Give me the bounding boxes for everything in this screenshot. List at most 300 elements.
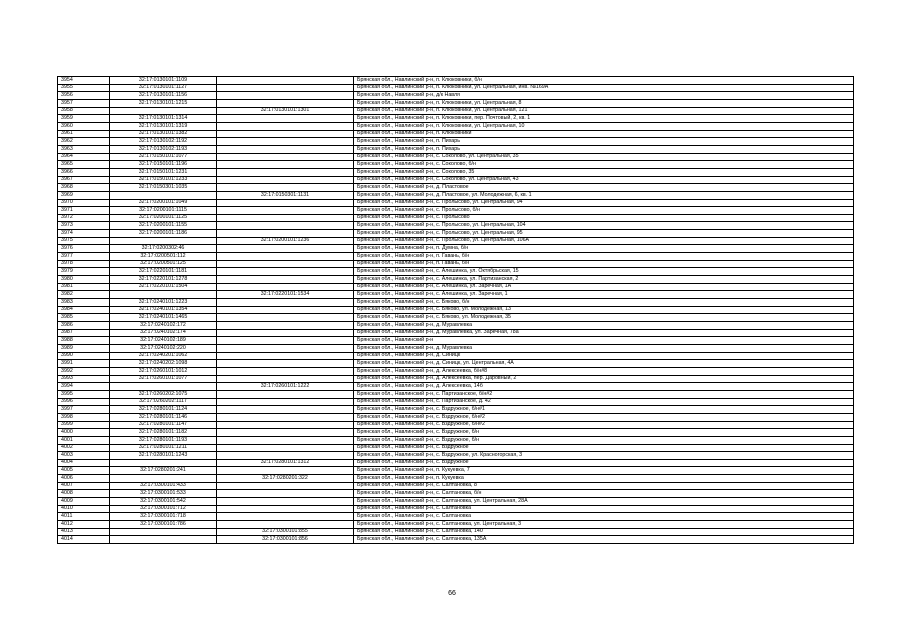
cadastral-number-cell: [110, 191, 217, 199]
address-cell: Брянская обл., Навлинский р-н, с. Пролысово, ул. Центральная, 94: [354, 199, 854, 207]
cadastral-number-alt-cell: 32:17:0130101:1301: [217, 107, 354, 115]
row-number-cell: 3986: [58, 322, 110, 330]
cadastral-number-cell: [110, 475, 217, 483]
cadastral-number-cell: 32:17:0200101:1049: [110, 199, 217, 207]
cadastral-number-cell: 32:17:0130101:1156: [110, 92, 217, 100]
row-number-cell: 3996: [58, 398, 110, 406]
row-number-cell: 4013: [58, 528, 110, 536]
row-number-cell: 3960: [58, 122, 110, 130]
cadastral-number-cell: 32:17:0200101:1186: [110, 230, 217, 238]
table-row: [58, 337, 854, 345]
address-cell: Брянская обл., Навлинский р-н, д. Алексеевка, пер. Даровный, 2: [354, 375, 854, 383]
cadastral-number-cell: 32:17:0300101:542: [110, 498, 217, 506]
cadastral-number-cell: [110, 291, 217, 299]
address-cell: Брянская обл., Навлинский р-н, с. Пролысово: [354, 214, 854, 222]
cadastral-number-cell: 32:17:0150101:1231: [110, 168, 217, 176]
cadastral-number-alt-cell: [217, 130, 354, 138]
table-row: [58, 398, 854, 406]
row-number-cell: 3987: [58, 329, 110, 337]
cadastral-number-alt-cell: [217, 214, 354, 222]
address-cell: Брянская обл., Навлинский р-н, д. Алексеевка, б/н#8: [354, 367, 854, 375]
address-cell: Брянская обл., Навлинский р-н, п. Клюковники, ул. Центральная, 121: [354, 107, 854, 115]
cadastral-number-cell: 32:17:0130101:1314: [110, 115, 217, 123]
row-number-cell: 4010: [58, 505, 110, 513]
row-number-cell: 3956: [58, 92, 110, 100]
cadastral-number-alt-cell: [217, 352, 354, 360]
table-row: [58, 383, 854, 391]
table-row: [58, 521, 854, 529]
cadastral-number-alt-cell: [217, 84, 354, 92]
cadastral-number-cell: 32:17:0240101:1354: [110, 306, 217, 314]
cadastral-number-cell: [110, 107, 217, 115]
address-cell: Брянская обл., Навлинский р-н, п. Думна, б/н: [354, 245, 854, 253]
address-cell: Брянская обл., Навлинский р-н, с. Салтановка: [354, 513, 854, 521]
row-number-cell: 3965: [58, 161, 110, 169]
table-row: [58, 498, 854, 506]
cadastral-number-cell: 32:17:0220101:1504: [110, 283, 217, 291]
cadastral-number-cell: 32:17:0240102:174: [110, 329, 217, 337]
table-row: [58, 299, 854, 307]
cadastral-number-alt-cell: [217, 429, 354, 437]
cadastral-number-alt-cell: [217, 314, 354, 322]
table-row: [58, 459, 854, 467]
row-number-cell: 3967: [58, 176, 110, 184]
cadastral-number-alt-cell: [217, 467, 354, 475]
table-row: [58, 528, 854, 536]
row-number-cell: 3980: [58, 276, 110, 284]
cadastral-number-alt-cell: [217, 344, 354, 352]
table-row: [58, 344, 854, 352]
cadastral-number-alt-cell: [217, 505, 354, 513]
row-number-cell: 3958: [58, 107, 110, 115]
cadastral-number-alt-cell: [217, 184, 354, 192]
cadastral-number-cell: 32:17:0280101:1182: [110, 429, 217, 437]
row-number-cell: 3964: [58, 153, 110, 161]
cadastral-number-alt-cell: [217, 406, 354, 414]
address-cell: Брянская обл., Навлинский р-н, с. Партизанское, б/н#2: [354, 390, 854, 398]
row-number-cell: 3962: [58, 138, 110, 146]
address-cell: Брянская обл., Навлинский р-н, с. Вздружное: [354, 459, 854, 467]
row-number-cell: 3979: [58, 268, 110, 276]
table-row: [58, 214, 854, 222]
cadastral-number-alt-cell: [217, 276, 354, 284]
row-number-cell: 4008: [58, 490, 110, 498]
table-row: [58, 199, 854, 207]
address-cell: Брянская обл., Навлинский р-н, с. Соколово, 35: [354, 168, 854, 176]
address-cell: Брянская обл., Навлинский р-н, п. Клюковники: [354, 130, 854, 138]
cadastral-number-alt-cell: 32:17:0280101:1312: [217, 459, 354, 467]
cadastral-number-cell: 32:17:0300101:712: [110, 505, 217, 513]
row-number-cell: 3991: [58, 360, 110, 368]
address-cell: Брянская обл., Навлинский р-н, с. Салтановка, 140: [354, 528, 854, 536]
cadastral-number-cell: 32:17:0260101:1077: [110, 375, 217, 383]
cadastral-number-cell: 32:17:0130101:1319: [110, 122, 217, 130]
table-row: [58, 260, 854, 268]
row-number-cell: 4005: [58, 467, 110, 475]
cadastral-number-alt-cell: [217, 398, 354, 406]
cadastral-number-alt-cell: [217, 367, 354, 375]
table-row: [58, 268, 854, 276]
cadastral-number-alt-cell: [217, 138, 354, 146]
cadastral-number-cell: 32:17:0280201:241: [110, 467, 217, 475]
table-row: [58, 436, 854, 444]
cadastral-number-alt-cell: [217, 375, 354, 383]
table-row: [58, 92, 854, 100]
table-row: [58, 253, 854, 261]
row-number-cell: 3981: [58, 283, 110, 291]
table-row: [58, 276, 854, 284]
cadastral-number-alt-cell: [217, 322, 354, 330]
cadastral-number-cell: 32:17:0200101:1115: [110, 207, 217, 215]
page-number: 66: [448, 590, 456, 597]
row-number-cell: 3994: [58, 383, 110, 391]
cadastral-number-cell: [110, 383, 217, 391]
cadastral-number-cell: 32:17:0240201:1062: [110, 352, 217, 360]
cadastral-number-alt-cell: [217, 207, 354, 215]
table-row: [58, 421, 854, 429]
cadastral-number-cell: 32:17:0130101:1382: [110, 130, 217, 138]
row-number-cell: 4006: [58, 475, 110, 483]
row-number-cell: 4011: [58, 513, 110, 521]
row-number-cell: 4014: [58, 536, 110, 544]
cadastral-number-alt-cell: [217, 452, 354, 460]
row-number-cell: 3957: [58, 99, 110, 107]
cadastral-number-cell: 32:17:0260101:1012: [110, 367, 217, 375]
cadastral-number-alt-cell: 32:17:0200101:1236: [217, 237, 354, 245]
row-number-cell: 3969: [58, 191, 110, 199]
table-row: [58, 283, 854, 291]
row-number-cell: 4004: [58, 459, 110, 467]
cadastral-number-alt-cell: [217, 337, 354, 345]
address-cell: Брянская обл., Навлинский р-н, п. Клюковники, ул. Центральная, 8: [354, 99, 854, 107]
cadastral-number-alt-cell: [217, 260, 354, 268]
table-row: [58, 352, 854, 360]
row-number-cell: 3990: [58, 352, 110, 360]
table-row: [58, 390, 854, 398]
address-cell: Брянская обл., Навлинский р-н, п. Клюковники, б/н: [354, 77, 854, 85]
address-cell: Брянская обл., Навлинский р-н, д. Пластовое, ул. Молодежная, 6, кв. 1: [354, 191, 854, 199]
address-cell: Брянская обл., Навлинский р-н, п. Гавань, б/н: [354, 253, 854, 261]
row-number-cell: 3995: [58, 390, 110, 398]
cadastral-number-alt-cell: 32:17:0280201:322: [217, 475, 354, 483]
row-number-cell: 3963: [58, 145, 110, 153]
row-number-cell: 3998: [58, 413, 110, 421]
cadastral-number-cell: 32:17:0130102:1192: [110, 138, 217, 146]
cadastral-number-cell: 32:17:0280101:1193: [110, 436, 217, 444]
table-row: [58, 429, 854, 437]
row-number-cell: 3975: [58, 237, 110, 245]
table-row: [58, 191, 854, 199]
table-row: [58, 413, 854, 421]
property-table-body: [58, 77, 854, 544]
cadastral-number-cell: 32:17:0150101:1233: [110, 176, 217, 184]
row-number-cell: 3997: [58, 406, 110, 414]
table-row: [58, 245, 854, 253]
cadastral-number-cell: 32:17:0280101:1147: [110, 421, 217, 429]
row-number-cell: 3966: [58, 168, 110, 176]
cadastral-number-alt-cell: 32:17:0300101:855: [217, 528, 354, 536]
cadastral-number-alt-cell: [217, 245, 354, 253]
property-table-container: [57, 76, 853, 544]
cadastral-number-cell: 32:17:0220101:1278: [110, 276, 217, 284]
table-row: [58, 513, 854, 521]
cadastral-number-cell: 32:17:0200501:112: [110, 253, 217, 261]
cadastral-number-alt-cell: [217, 413, 354, 421]
cadastral-number-cell: 32:17:0200101:1125: [110, 214, 217, 222]
cadastral-number-alt-cell: [217, 390, 354, 398]
address-cell: Брянская обл., Навлинский р-н, п. Клюковники, ул. Центральная, 10: [354, 122, 854, 130]
row-number-cell: 3959: [58, 115, 110, 123]
cadastral-number-alt-cell: [217, 360, 354, 368]
cadastral-number-cell: 32:17:0150301:1035: [110, 184, 217, 192]
table-row: [58, 490, 854, 498]
table-row: [58, 222, 854, 230]
table-row: [58, 306, 854, 314]
cadastral-number-alt-cell: [217, 421, 354, 429]
cadastral-number-alt-cell: [217, 490, 354, 498]
table-row: [58, 153, 854, 161]
cadastral-number-cell: 32:17:0280101:1243: [110, 452, 217, 460]
address-cell: Брянская обл., Навлинский р-н, п. Кукуевка, 7: [354, 467, 854, 475]
row-number-cell: 3982: [58, 291, 110, 299]
address-cell: Брянская обл., Навлинский р-н, с. Алешинка, ул. Заречная, 1: [354, 291, 854, 299]
cadastral-number-alt-cell: [217, 161, 354, 169]
table-row: [58, 161, 854, 169]
table-row: [58, 444, 854, 452]
cadastral-number-alt-cell: 32:17:0220101:1534: [217, 291, 354, 299]
row-number-cell: 4000: [58, 429, 110, 437]
cadastral-number-alt-cell: [217, 145, 354, 153]
cadastral-number-alt-cell: [217, 283, 354, 291]
cadastral-number-cell: 32:17:0200501:125: [110, 260, 217, 268]
cadastral-number-cell: 32:17:0200101:1155: [110, 222, 217, 230]
table-row: [58, 122, 854, 130]
row-number-cell: 3970: [58, 199, 110, 207]
table-row: [58, 314, 854, 322]
table-row: [58, 329, 854, 337]
cadastral-number-alt-cell: [217, 176, 354, 184]
address-cell: Брянская обл., Навлинский р-н, с. Пролысово, ул. Центральная, 95: [354, 230, 854, 238]
cadastral-number-alt-cell: [217, 299, 354, 307]
address-cell: Брянская обл., Навлинский р-н, с. Алешинка, ул. Заречная, 1А: [354, 283, 854, 291]
row-number-cell: 3977: [58, 253, 110, 261]
row-number-cell: 3954: [58, 77, 110, 85]
row-number-cell: 3992: [58, 367, 110, 375]
address-cell: Брянская обл., Навлинский р-н, с. Вздружное, б/н: [354, 429, 854, 437]
table-row: [58, 467, 854, 475]
address-cell: Брянская обл., Навлинский р-н, с. Соколово, б/н: [354, 161, 854, 169]
row-number-cell: 4007: [58, 482, 110, 490]
row-number-cell: 3961: [58, 130, 110, 138]
table-row: [58, 230, 854, 238]
cadastral-number-cell: 32:17:0150101:1196: [110, 161, 217, 169]
cadastral-number-cell: 32:17:0280101:1146: [110, 413, 217, 421]
address-cell: Брянская обл., Навлинский р-н, с. Вздружное, б/н: [354, 436, 854, 444]
cadastral-number-cell: 32:17:0240102:189: [110, 337, 217, 345]
cadastral-number-alt-cell: [217, 444, 354, 452]
address-cell: Брянская обл., Навлинский р-н, п. Гавань, б/н: [354, 260, 854, 268]
address-cell: Брянская обл., Навлинский р-н, п. Пихарь: [354, 138, 854, 146]
cadastral-number-alt-cell: [217, 77, 354, 85]
row-number-cell: 3988: [58, 337, 110, 345]
address-cell: Брянская обл., Навлинский р-н, с. Алешинка, ул. Партизанская, 2: [354, 276, 854, 284]
cadastral-number-cell: 32:17:0130101:1127: [110, 84, 217, 92]
cadastral-number-cell: [110, 459, 217, 467]
cadastral-number-cell: 32:17:0260202:1117: [110, 398, 217, 406]
table-row: [58, 406, 854, 414]
cadastral-number-cell: 32:17:0280101:1124: [110, 406, 217, 414]
cadastral-number-cell: 32:17:0130101:1215: [110, 99, 217, 107]
cadastral-number-cell: 32:17:0300101:718: [110, 513, 217, 521]
cadastral-number-cell: 32:17:0300101:786: [110, 521, 217, 529]
address-cell: Брянская обл., Навлинский р-н, с. Вздружное, ул. Красногорская, 3: [354, 452, 854, 460]
address-cell: Брянская обл., Навлинский р-н, с. Вздружное: [354, 444, 854, 452]
cadastral-number-cell: 32:17:0130101:1109: [110, 77, 217, 85]
table-row: [58, 291, 854, 299]
address-cell: Брянская обл., Навлинский р-н, с. Салтановка, 135А: [354, 536, 854, 544]
address-cell: Брянская обл., Навлинский р-н, с. Бяково, ул. Молодежная, 13: [354, 306, 854, 314]
cadastral-number-alt-cell: [217, 230, 354, 238]
table-row: [58, 536, 854, 544]
cadastral-number-cell: 32:17:0240202:1098: [110, 360, 217, 368]
cadastral-number-alt-cell: [217, 222, 354, 230]
row-number-cell: 4002: [58, 444, 110, 452]
table-row: [58, 237, 854, 245]
cadastral-number-cell: 32:17:0200302:46: [110, 245, 217, 253]
address-cell: Брянская обл., Навлинский р-н, с. Вздружное, б/н#2: [354, 413, 854, 421]
address-cell: Брянская обл., Навлинский р-н, с. Салтановка, ул. Центральная, 3: [354, 521, 854, 529]
cadastral-number-cell: 32:17:0300101:533: [110, 490, 217, 498]
row-number-cell: 3972: [58, 214, 110, 222]
cadastral-number-alt-cell: [217, 99, 354, 107]
address-cell: Брянская обл., Навлинский р-н, д. Алексеевка, 14б: [354, 383, 854, 391]
table-row: [58, 505, 854, 513]
address-cell: Брянская обл., Навлинский р-н, д. Синицк: [354, 352, 854, 360]
table-row: [58, 138, 854, 146]
row-number-cell: 3971: [58, 207, 110, 215]
row-number-cell: 4001: [58, 436, 110, 444]
table-row: [58, 207, 854, 215]
row-number-cell: 3989: [58, 344, 110, 352]
cadastral-number-alt-cell: [217, 122, 354, 130]
row-number-cell: 4009: [58, 498, 110, 506]
address-cell: Брянская обл., Навлинский р-н: [354, 337, 854, 345]
address-cell: Брянская обл., Навлинский р-н, с. Пролысово, б/н: [354, 207, 854, 215]
address-cell: Брянская обл., Навлинский р-н, п. Пихарь: [354, 145, 854, 153]
table-row: [58, 99, 854, 107]
address-cell: Брянская обл., Навлинский р-н, д. Муравлевка, ул. Заречная, 78а: [354, 329, 854, 337]
row-number-cell: 4012: [58, 521, 110, 529]
address-cell: Брянская обл., Навлинский р-н, п. Кукуевка: [354, 475, 854, 483]
row-number-cell: 3985: [58, 314, 110, 322]
cadastral-number-cell: 32:17:0260202:1075: [110, 390, 217, 398]
row-number-cell: 4003: [58, 452, 110, 460]
cadastral-number-alt-cell: [217, 115, 354, 123]
cadastral-number-cell: [110, 237, 217, 245]
table-row: [58, 176, 854, 184]
table-row: [58, 115, 854, 123]
address-cell: Брянская обл., Навлинский р-н, с. Вздружное, б/н#2: [354, 421, 854, 429]
cadastral-number-alt-cell: [217, 498, 354, 506]
cadastral-number-alt-cell: [217, 92, 354, 100]
cadastral-number-cell: [110, 528, 217, 536]
address-cell: Брянская обл., Навлинский р-н, с. Партизанское, д. 42: [354, 398, 854, 406]
row-number-cell: 3984: [58, 306, 110, 314]
table-row: [58, 145, 854, 153]
row-number-cell: 3978: [58, 260, 110, 268]
address-cell: Брянская обл., Навлинский р-н, с. Салтановка, б/н: [354, 490, 854, 498]
row-number-cell: 3974: [58, 230, 110, 238]
property-table: [57, 76, 854, 544]
table-row: [58, 184, 854, 192]
address-cell: Брянская обл., Навлинский р-н, п. Клюковники, ул. Центральная, инв. №169А: [354, 84, 854, 92]
address-cell: Брянская обл., Навлинский р-н, п. Клюковники, пер. Почтовый, 2, кв. 1: [354, 115, 854, 123]
address-cell: Брянская обл., Навлинский р-н, с. Бяково, б/н: [354, 299, 854, 307]
cadastral-number-alt-cell: [217, 253, 354, 261]
cadastral-number-alt-cell: 32:17:0260101:1222: [217, 383, 354, 391]
cadastral-number-alt-cell: 32:17:0150301:1131: [217, 191, 354, 199]
row-number-cell: 3955: [58, 84, 110, 92]
cadastral-number-cell: 32:17:0220101:1181: [110, 268, 217, 276]
table-row: [58, 130, 854, 138]
cadastral-number-cell: 32:17:0130102:1193: [110, 145, 217, 153]
address-cell: Брянская обл., Навлинский р-н, д. Муравлевка: [354, 322, 854, 330]
address-cell: Брянская обл., Навлинский р-н, с. Бяково, ул. Молодежная, 35: [354, 314, 854, 322]
cadastral-number-cell: [110, 536, 217, 544]
address-cell: Брянская обл., Навлинский р-н, д/к Навля: [354, 92, 854, 100]
row-number-cell: 3983: [58, 299, 110, 307]
address-cell: Брянская обл., Навлинский р-н, с. Вздружное, б/н#1: [354, 406, 854, 414]
cadastral-number-cell: 32:17:0300101:433: [110, 482, 217, 490]
row-number-cell: 3968: [58, 184, 110, 192]
table-row: [58, 360, 854, 368]
cadastral-number-alt-cell: [217, 329, 354, 337]
cadastral-number-cell: 32:17:0280101:1211: [110, 444, 217, 452]
address-cell: Брянская обл., Навлинский р-н, с. Соколово, ул. Центральная, 35: [354, 153, 854, 161]
cadastral-number-cell: 32:17:0150101:1077: [110, 153, 217, 161]
cadastral-number-alt-cell: [217, 153, 354, 161]
address-cell: Брянская обл., Навлинский р-н, с. Салтановка, 8: [354, 482, 854, 490]
table-row: [58, 77, 854, 85]
table-row: [58, 168, 854, 176]
cadastral-number-cell: 32:17:0240101:1223: [110, 299, 217, 307]
address-cell: Брянская обл., Навлинский р-н, д. Синицк, ул. Центральная, 4А: [354, 360, 854, 368]
address-cell: Брянская обл., Навлинский р-н, д. Муравлевка: [354, 344, 854, 352]
table-row: [58, 482, 854, 490]
address-cell: Брянская обл., Навлинский р-н, с. Пролысово, ул. Центральная, 106А: [354, 237, 854, 245]
table-row: [58, 475, 854, 483]
table-row: [58, 375, 854, 383]
cadastral-number-cell: 32:17:0240102:220: [110, 344, 217, 352]
table-row: [58, 322, 854, 330]
cadastral-number-alt-cell: [217, 268, 354, 276]
cadastral-number-alt-cell: [217, 199, 354, 207]
cadastral-number-alt-cell: [217, 513, 354, 521]
cadastral-number-alt-cell: [217, 482, 354, 490]
address-cell: Брянская обл., Навлинский р-н, д. Пластовое: [354, 184, 854, 192]
cadastral-number-alt-cell: [217, 306, 354, 314]
row-number-cell: 3976: [58, 245, 110, 253]
row-number-cell: 3999: [58, 421, 110, 429]
row-number-cell: 3973: [58, 222, 110, 230]
table-row: [58, 367, 854, 375]
address-cell: Брянская обл., Навлинский р-н, с. Соколово, ул. Центральная, 43: [354, 176, 854, 184]
table-row: [58, 107, 854, 115]
cadastral-number-cell: 32:17:0240101:1465: [110, 314, 217, 322]
table-row: [58, 452, 854, 460]
cadastral-number-alt-cell: [217, 521, 354, 529]
address-cell: Брянская обл., Навлинский р-н, с. Салтановка: [354, 505, 854, 513]
